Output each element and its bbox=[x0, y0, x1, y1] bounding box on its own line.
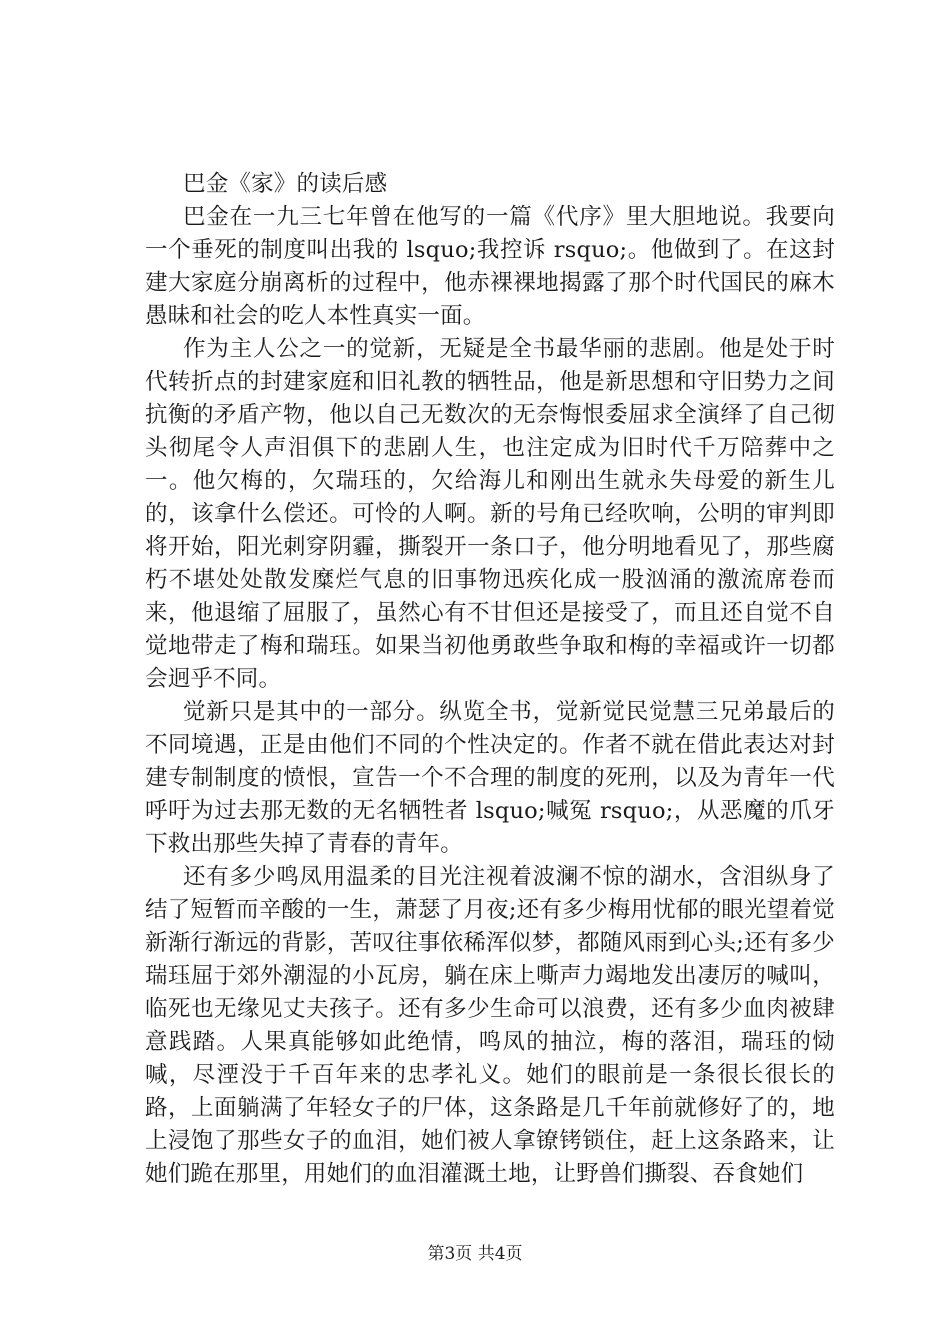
document-title: 巴金《家》的读后感 bbox=[183, 171, 388, 197]
paragraph-1: 巴金在一九三七年曾在他写的一篇《代序》里大胆地说。我要向一个垂死的制度叫出我的 lsquo;我控诉 rsquo;。他做到了。在这封建大家庭分崩离析的过程中，他赤裸裸地揭露了那个时代国民的麻木愚昧和社会的吃人本性真实一面。 bbox=[145, 204, 835, 329]
page-number-footer: 第3页 共4页 bbox=[427, 1244, 523, 1264]
document-body bbox=[145, 168, 835, 1191]
paragraph-4: 还有多少鸣凤用温柔的目光注视着波澜不惊的湖水，含泪纵身了结了短暂而辛酸的一生，萧瑟了月夜;还有多少梅用忧郁的眼光望着觉新渐行渐远的背影，苦叹往事依稀浑似梦，都随风雨到心头;还有多少瑞珏屈于郊外潮湿的小瓦房，躺在床上嘶声力竭地发出凄厉的喊叫，临死也无缘见丈夫孩子。还有多少生命可以浪费，还有多少血肉被肆意践踏。人果真能够如此绝情，鸣凤的抽泣，梅的落泪，瑞珏的恸喊，尽湮没于千百年来的忠孝礼义。她们的眼前是一条很长很长的路，上面躺满了年轻女子的尸体，这条路是几千年前就修好了的，地上浸饱了那些女子的血泪，她们被人拿镣铐锁住，赶上这条路来，让她们跪在那里，用她们的血泪灌溉土地，让野兽们撕裂、吞食她们 bbox=[145, 864, 835, 1187]
paragraph-3: 觉新只是其中的一部分。纵览全书，觉新觉民觉慧三兄弟最后的不同境遇，正是由他们不同的个性决定的。作者不就在借此表达对封建专制制度的愤恨，宣告一个不合理的制度的死刑，以及为青年一代呼吁为过去那无数的无名牺牲者 lsquo;喊冤 rsquo;，从恶魔的爪牙下救出那些失掉了青春的青年。 bbox=[145, 699, 835, 857]
paragraph-2: 作为主人公之一的觉新，无疑是全书最华丽的悲剧。他是处于时代转折点的封建家庭和旧礼教的牺牲品，他是新思想和守旧势力之间抗衡的矛盾产物，他以自己无数次的无奈悔恨委屈求全演绎了自己彻头彻尾令人声泪俱下的悲剧人生，也注定成为旧时代千万陪葬中之一。他欠梅的，欠瑞珏的，欠给海儿和刚出生就永失母爱的新生儿的，该拿什么偿还。可怜的人啊。新的号角已经吹响，公明的审判即将开始，阳光刺穿阴霾，撕裂开一条口子，他分明地看见了，那些腐朽不堪处处散发糜烂气息的旧事物迅疾化成一股汹涌的激流席卷而来，他退缩了屈服了，虽然心有不甘但还是接受了，而且还自觉不自觉地带走了梅和瑞珏。如果当初他勇敢些争取和梅的幸福或许一切都会迥乎不同。 bbox=[145, 336, 835, 692]
